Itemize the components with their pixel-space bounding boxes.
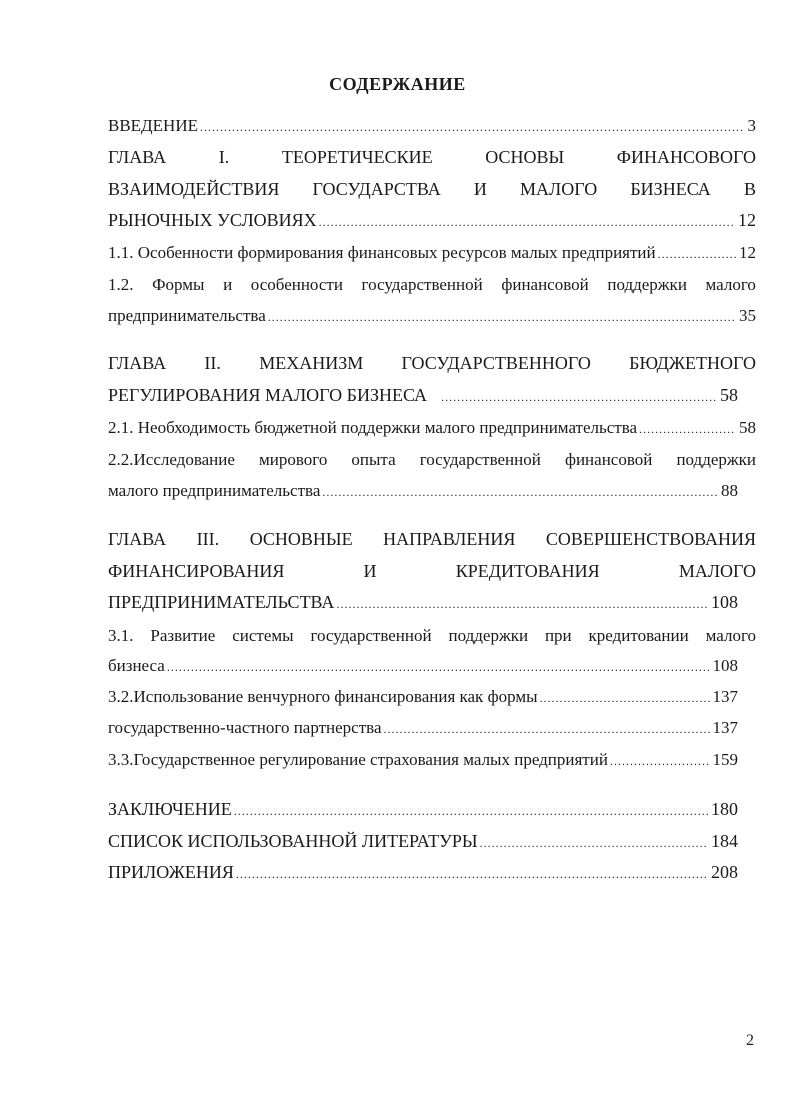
dot-leader (384, 722, 710, 737)
word: малого (705, 626, 756, 645)
toc-entry-text: малого предпринимательства (108, 481, 321, 500)
chapter1-heading-line1 (108, 147, 756, 173)
dot-leader (441, 390, 717, 405)
toc-page-number: 108 (712, 656, 738, 675)
word: кредитовании (588, 626, 689, 645)
toc-entry-1-1 (108, 243, 756, 269)
toc-page-number: 108 (711, 592, 738, 612)
word: опыта (351, 450, 396, 469)
word: ВЗАИМОДЕЙСТВИЯ (108, 179, 280, 199)
word: МЕХАНИЗМ (259, 353, 364, 373)
word: 1.2. (108, 275, 134, 294)
toc-page-number: 159 (712, 750, 738, 769)
word: ГОСУДАРСТВЕННОГО (401, 353, 591, 373)
word: ТЕОРЕТИЧЕСКИЕ (281, 147, 433, 167)
word: государственной (419, 450, 541, 469)
word: КРЕДИТОВАНИЯ (455, 561, 600, 581)
toc-entry-text: ЗАКЛЮЧЕНИЕ (108, 799, 232, 819)
dot-leader (234, 804, 708, 819)
toc-entry-2-1 (108, 418, 756, 444)
toc-entry-text: РЫНОЧНЫХ УСЛОВИЯХ (108, 210, 317, 230)
word: II. (204, 353, 221, 373)
dot-leader (319, 215, 735, 230)
word: МАЛОГО (678, 561, 756, 581)
dot-leader (540, 691, 710, 706)
word: И (363, 561, 377, 581)
word: I. (218, 147, 230, 167)
toc-entry-3-2b (108, 718, 738, 744)
toc-entry-text: РЕГУЛИРОВАНИЯ МАЛОГО БИЗНЕСА (108, 385, 428, 405)
dot-leader (336, 597, 708, 612)
word: государственной (361, 275, 483, 294)
toc-entry-3-3 (108, 750, 738, 776)
dot-leader (200, 120, 745, 135)
word: НАПРАВЛЕНИЯ (383, 529, 516, 549)
toc-entry-intro (108, 116, 756, 142)
toc-entry-text: ВВЕДЕНИЕ (108, 116, 198, 135)
toc-entry-text: 3.3.Государственное регулирование страхования малых предприятий (108, 750, 608, 769)
toc-entry-references (108, 831, 738, 857)
word: МАЛОГО (520, 179, 598, 199)
dot-leader (167, 660, 710, 675)
dot-leader (322, 485, 718, 500)
toc-entry-text: ПРЕДПРИНИМАТЕЛЬСТВА (108, 592, 335, 612)
word: малого (705, 275, 756, 294)
toc-page-number: 58 (720, 385, 738, 405)
toc-entry-text: 2.1. Необходимость бюджетной поддержки малого предпринимательства (108, 418, 638, 437)
dot-leader (480, 836, 708, 851)
toc-page-number: 3 (747, 116, 756, 135)
word: поддержки (607, 275, 687, 294)
toc-entry-text: предпринимательства (108, 306, 266, 325)
toc-entry-2-2-line1 (108, 450, 756, 476)
dot-leader (610, 754, 710, 769)
dot-leader (658, 247, 736, 262)
word: финансовой (564, 450, 653, 469)
toc-entry-3-1-line2 (108, 656, 738, 682)
toc-page-number: 12 (738, 210, 756, 230)
toc-entry-text: 1.1. Особенности формирования финансовых ресурсов малых предприятий (108, 243, 656, 262)
page-number: 2 (746, 1032, 754, 1049)
toc-entry-text: СПИСОК ИСПОЛЬЗОВАННОЙ ЛИТЕРАТУРЫ (108, 831, 478, 851)
dot-leader (639, 422, 736, 437)
toc-page-number: 208 (711, 862, 738, 882)
word: 2.2.Исследование (108, 450, 235, 469)
chapter2-heading-line1 (108, 353, 756, 379)
dot-leader (236, 867, 708, 882)
word: В (743, 179, 756, 199)
word: ГЛАВА (108, 147, 167, 167)
toc-page-number: 184 (711, 831, 738, 851)
word: особенности (250, 275, 343, 294)
toc-entry-3-2a (108, 687, 738, 713)
word: ОСНОВЫ (485, 147, 565, 167)
word: 3.1. (108, 626, 134, 645)
toc-entry-conclusion (108, 799, 738, 825)
word: БИЗНЕСА (630, 179, 711, 199)
chapter3-heading-line3 (108, 592, 738, 618)
word: поддержки (448, 626, 529, 645)
word: III. (196, 529, 220, 549)
word: Формы (152, 275, 205, 294)
word: системы (232, 626, 294, 645)
word: И (473, 179, 487, 199)
toc-page-number: 137 (712, 687, 738, 706)
word: СОВЕРШЕНСТВОВАНИЯ (545, 529, 756, 549)
toc-entry-2-2-line2 (108, 481, 738, 507)
chapter3-heading-line2 (108, 561, 756, 587)
toc-entry-text: государственно-частного партнерства (108, 718, 382, 737)
toc-entry-1-2-line1 (108, 275, 756, 301)
word: Развитие (150, 626, 216, 645)
word: ГЛАВА (108, 529, 167, 549)
word: ОСНОВНЫЕ (249, 529, 353, 549)
word: и (223, 275, 233, 294)
word: при (544, 626, 572, 645)
chapter2-heading-line2 (108, 385, 738, 411)
toc-entry-3-1-line1 (108, 626, 756, 652)
chapter1-heading-line2 (108, 179, 756, 205)
word: ГЛАВА (108, 353, 167, 373)
toc-entry-appendix (108, 862, 738, 888)
word: мирового (259, 450, 328, 469)
word: поддержки (676, 450, 756, 469)
toc-page-number: 88 (721, 481, 738, 500)
toc-page-number: 12 (739, 243, 756, 262)
toc-entry-text: 3.2.Использование венчурного финансирования как формы (108, 687, 538, 706)
toc-page-number: 58 (739, 418, 756, 437)
dot-leader (268, 310, 736, 325)
page-title: СОДЕРЖАНИЕ (329, 74, 466, 94)
chapter3-heading-line1 (108, 529, 756, 555)
word: ГОСУДАРСТВА (312, 179, 441, 199)
toc-entry-text: бизнеса (108, 656, 165, 675)
word: ФИНАНСОВОГО (616, 147, 756, 167)
word: БЮДЖЕТНОГО (629, 353, 756, 373)
toc-entry-1-2-line2 (108, 306, 756, 332)
toc-page-number: 180 (711, 799, 738, 819)
toc-page-number: 137 (712, 718, 738, 737)
word: государственной (310, 626, 432, 645)
chapter1-heading-line3 (108, 210, 756, 236)
toc-page-number: 35 (739, 306, 756, 325)
word: финансовой (501, 275, 589, 294)
word: ФИНАНСИРОВАНИЯ (108, 561, 285, 581)
toc-entry-text: ПРИЛОЖЕНИЯ (108, 862, 234, 882)
